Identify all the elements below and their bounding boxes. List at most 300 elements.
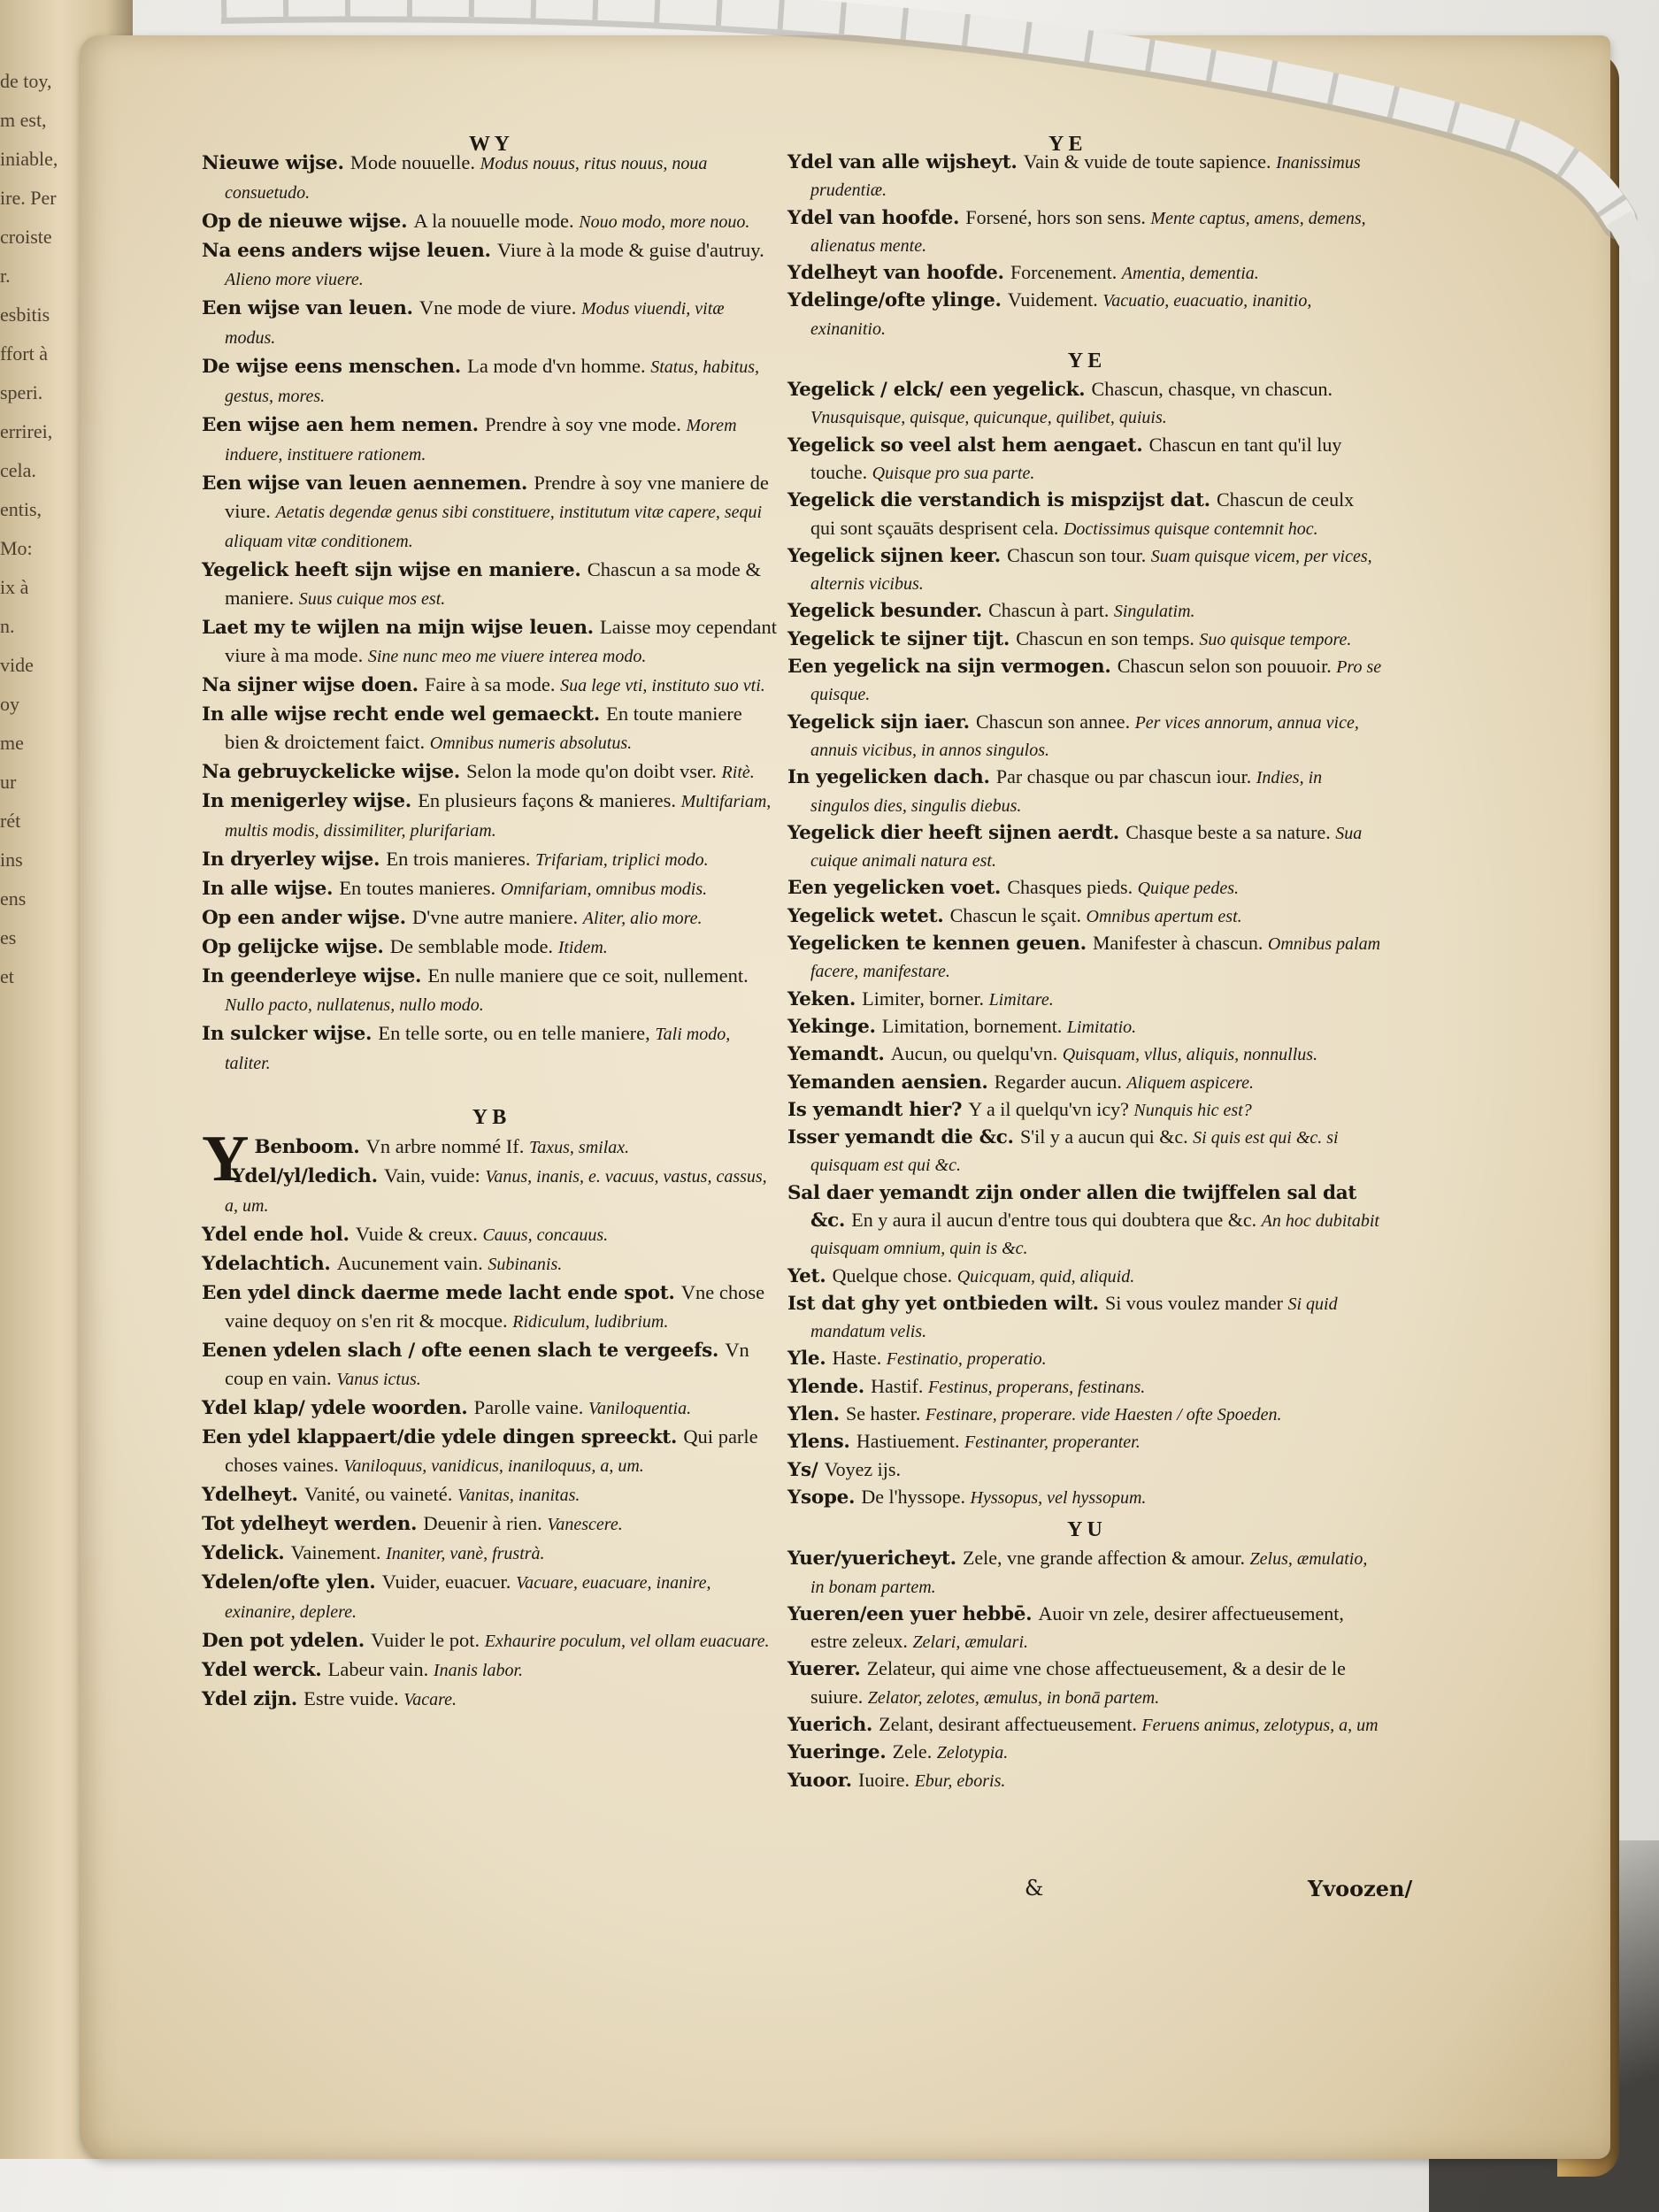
headword: Ist dat ghy yet ontbieden wilt. (787, 1292, 1105, 1315)
latin-gloss: Vanescere. (547, 1515, 623, 1534)
headword: De wijse eens menschen. (202, 356, 468, 378)
dictionary-entry (787, 204, 1382, 260)
dictionary-entry (202, 1480, 777, 1509)
dictionary-entry (202, 1279, 777, 1336)
dictionary-entry (202, 845, 777, 874)
french-gloss: Chascun, chasque, vn chascun. (1091, 378, 1333, 401)
french-gloss: Auoir vn zele, desirer affectueusement, estre zeleux. (810, 1601, 1344, 1653)
dictionary-entry (202, 1655, 777, 1685)
french-gloss: De l'hyssope. (861, 1485, 971, 1508)
french-gloss: Limitation, bornement. (881, 1014, 1067, 1037)
dictionary-entry (787, 1373, 1382, 1401)
french-gloss: Selon la mode qu'on doibt vser. (466, 760, 722, 782)
headword: Yemanden aensien. (787, 1071, 995, 1094)
latin-gloss: Aetatis degendæ genus sibi constituere, institutum vitæ capere, sequi aliquam vitæ conditionem. (225, 503, 763, 551)
headword: In sulcker wijse. (202, 1023, 379, 1045)
headword: Ylende. (787, 1375, 872, 1398)
latin-gloss: Nunquis hic est? (1133, 1100, 1252, 1120)
latin-gloss: Zelari, æmulari. (912, 1632, 1029, 1653)
dictionary-entry (787, 149, 1382, 204)
latin-gloss: Modus nouus, ritus nouus, noua consuetudo. (225, 154, 708, 203)
french-gloss: Aucun, ou quelqu'vn. (890, 1042, 1063, 1065)
facing-page-fragment: de toy, (0, 70, 52, 92)
dictionary-entry (787, 1401, 1382, 1428)
headword: Yueringe. (787, 1741, 893, 1764)
latin-gloss: Tali modo, taliter. (225, 1025, 731, 1073)
french-gloss: Viure à la mode & guise d'autruy. (496, 239, 764, 261)
french-gloss: Regarder aucun. (994, 1070, 1127, 1093)
dictionary-entry (787, 1545, 1382, 1601)
headword: Yegelick so veel alst hem aengaet. (787, 434, 1149, 457)
headword: In yegelicken dach. (787, 766, 996, 789)
latin-gloss: Indies, in singulos dies, singulis diebus. (810, 768, 1323, 816)
catchword: Yvoozen/ (1308, 1876, 1413, 1901)
latin-gloss: Festinatio, properatio. (886, 1349, 1047, 1370)
facing-page-fragment: me (0, 732, 24, 754)
latin-gloss: Per vices annorum, annua vice, annuis vicibus, in annos singulos. (810, 712, 1359, 760)
french-gloss: En toute maniere bien & droictement faict. (225, 703, 742, 753)
facing-page-fragment: es (0, 926, 17, 949)
french-gloss: Vne chose vaine dequoy on s'en rit & mocque. (225, 1281, 765, 1332)
headword: Ydel klap/ ydele woorden. (202, 1397, 474, 1419)
latin-gloss: Sua lege vti, instituto suo vti. (560, 676, 765, 695)
latin-gloss: Ebur, eboris. (914, 1770, 1006, 1791)
dictionary-entry (202, 294, 777, 352)
facing-page-fragment: ins (0, 849, 23, 871)
dictionary-entry (787, 874, 1382, 902)
latin-gloss: Sua cuique animali natura est. (810, 823, 1363, 872)
dictionary-entry (202, 671, 777, 700)
headword: Yuer/yuericheyt. (787, 1548, 963, 1571)
latin-gloss: Amentia, dementia. (1121, 264, 1259, 284)
facing-page-fragment: m est, (0, 109, 47, 131)
dictionary-entry (202, 469, 777, 556)
french-gloss: Aucunement vain. (336, 1252, 488, 1274)
dictionary-entry (787, 432, 1382, 488)
headword: Na gebruyckelicke wijse. (202, 761, 467, 783)
headword: Yueren/een yuer hebbē. (787, 1602, 1039, 1625)
latin-gloss: Quisquam, vllus, aliquis, nonnullus. (1062, 1045, 1318, 1065)
latin-gloss: Modus viuendi, vitæ modus. (225, 299, 725, 348)
headword: Een yegelick na sijn vermogen. (787, 656, 1118, 679)
dictionary-entry (202, 700, 777, 757)
headword: Ydelheyt. (202, 1484, 304, 1506)
latin-gloss: Vnusquisque, quisque, quicunque, quilibet, quiuis. (810, 408, 1167, 428)
headword: Yemandt. (787, 1043, 891, 1066)
headword: Den pot ydelen. (202, 1630, 372, 1652)
french-gloss: Voyez ijs. (824, 1457, 901, 1480)
latin-gloss: Hyssopus, vel hyssopum. (970, 1487, 1147, 1508)
french-gloss: Vuider, euacuer. (381, 1571, 517, 1593)
facing-page-fragment: vide (0, 654, 34, 676)
latin-gloss: Vacuare, euacuare, inanire, exinanire, deplere. (225, 1573, 711, 1622)
french-gloss: Vanité, ou vaineté. (303, 1483, 458, 1505)
headword: Nieuwe wijse. (202, 152, 350, 174)
signature-mark: & (1025, 1876, 1044, 1901)
french-gloss: Zelant, desirant affectueusement. (879, 1713, 1142, 1736)
latin-gloss: Nullo pacto, nullatenus, nullo modo. (225, 995, 484, 1015)
headword: Is yemandt hier? (787, 1098, 969, 1121)
latin-gloss: Festinare, properare. vide Haesten / ofte Spoeden. (925, 1405, 1282, 1425)
headword: Yegelick dier heeft sijnen aerdt. (787, 821, 1126, 844)
latin-gloss: Morem induere, instituere rationem. (225, 416, 737, 465)
french-gloss: Forcenement. (1010, 261, 1122, 284)
latin-gloss: Exhaurire poculum, vel ollam euacuare. (484, 1632, 770, 1651)
french-gloss: De semblable mode. (389, 935, 558, 957)
headword: Een yegelicken voet. (787, 877, 1008, 900)
running-head-left: W Y (469, 133, 511, 156)
headword: Ydel ende hol. (202, 1224, 356, 1246)
headword: Een wijse van leuen aennemen. (202, 472, 534, 495)
latin-gloss: Si quis est qui &c. si quisquam est qui &c. (810, 1128, 1339, 1176)
french-gloss: Chascun à part. (988, 599, 1114, 622)
latin-gloss: Multifariam, multis modis, dissimiliter, plurifariam. (225, 792, 772, 841)
latin-gloss: Singulatim. (1113, 602, 1195, 622)
headword: Yuerer. (787, 1658, 867, 1681)
headword: Op een ander wijse. (202, 907, 413, 929)
french-gloss: Chascun en son temps. (1016, 626, 1200, 649)
french-gloss: Quelque chose. (832, 1263, 957, 1286)
french-gloss: En telle sorte, ou en telle maniere, (378, 1022, 656, 1044)
running-head-right: Y E (1048, 133, 1083, 156)
dictionary-entry (787, 1655, 1382, 1711)
dictionary-entry (787, 1179, 1382, 1263)
dictionary-entry (787, 1096, 1382, 1124)
latin-gloss: Doctissimus quisque contemnit hoc. (1063, 518, 1318, 539)
latin-gloss: Zelotypia. (936, 1743, 1009, 1763)
headword: Een wijse aen hem nemen. (202, 414, 486, 436)
french-gloss: Chascun de ceulx qui sont sçauāts desprisent cela. (810, 488, 1355, 539)
latin-gloss: Omnibus numeris absolutus. (429, 733, 633, 753)
headword: Yegelick besunder. (787, 600, 989, 623)
dictionary-entry (787, 902, 1382, 930)
dictionary-entry (787, 653, 1382, 709)
latin-gloss: Inanissimus prudentiæ. (810, 153, 1361, 201)
headword: Ydelick. (202, 1542, 291, 1564)
french-gloss: Vain, vuide: (384, 1164, 486, 1187)
headword: Tot ydelheyt werden. (202, 1513, 424, 1535)
french-gloss: En nulle maniere que ce soit, nullement. (427, 964, 749, 987)
french-gloss: Limiter, borner. (862, 987, 989, 1010)
facing-page-fragment: n. (0, 615, 15, 637)
dictionary-entry (787, 1601, 1382, 1656)
dictionary-entry (787, 259, 1382, 287)
latin-gloss: Quicquam, quid, aliquid. (956, 1266, 1135, 1286)
dictionary-entry (202, 613, 777, 671)
headword: Yekinge. (787, 1015, 882, 1038)
headword: Sal daer yemandt zijn onder allen die twijffelen sal dat &c. (787, 1181, 1357, 1232)
latin-gloss: Inaniter, vanè, frustrà. (386, 1544, 545, 1563)
french-gloss: Vn coup en vain. (225, 1339, 749, 1389)
dictionary-entry (787, 1263, 1382, 1290)
dictionary-entry (787, 1428, 1382, 1455)
headword: Ydel van alle wijsheyt. (787, 151, 1024, 173)
french-gloss: La mode d'vn homme. (467, 355, 651, 377)
headword: Benboom. (254, 1136, 366, 1158)
french-gloss: Parolle vaine. (473, 1396, 588, 1418)
drop-cap: Y (202, 1123, 250, 1195)
headword: Yegelick te sijner tijt. (787, 627, 1017, 650)
headword: Yet. (787, 1264, 833, 1287)
facing-page-fragment: Mo: (0, 537, 33, 559)
latin-gloss: Vanus, inanis, e. vacuus, vastus, cassus, a, um. (225, 1167, 767, 1216)
entries-wijse (202, 149, 777, 1078)
french-gloss: Faire à sa mode. (425, 673, 561, 695)
dictionary-entry (202, 1336, 777, 1394)
dictionary-entry (202, 903, 777, 933)
french-gloss: En plusieurs façons & manieres. (418, 789, 681, 811)
facing-page-fragment: ire. Per (0, 187, 57, 209)
latin-gloss: Aliter, alio more. (582, 909, 703, 928)
dictionary-entry (787, 1484, 1382, 1511)
latin-gloss: Si quid mandatum velis. (810, 1294, 1338, 1342)
latin-gloss: Omnifariam, omnibus modis. (500, 879, 708, 899)
dictionary-entry (787, 986, 1382, 1013)
dictionary-entry (202, 1220, 777, 1249)
headword: Een wijse van leuen. (202, 297, 419, 319)
dictionary-entry (787, 1290, 1382, 1346)
french-gloss: Qui parle choses vaines. (225, 1425, 758, 1476)
dictionary-entry (787, 1013, 1382, 1041)
headword: Yegelicken te kennen geuen. (787, 933, 1093, 956)
dictionary-entry (787, 1767, 1382, 1794)
headword: Eenen ydelen slach / ofte eenen slach te vergeefs. (202, 1340, 726, 1362)
dictionary-entry (787, 376, 1382, 432)
headword: Isser yemandt die &c. (787, 1126, 1020, 1149)
headword: Yegelick die verstandich is mispzijst dat. (787, 489, 1217, 512)
french-gloss: Vain & vuide de toute sapience. (1023, 150, 1277, 173)
french-gloss: Prendre à soy vne maniere de viure. (225, 472, 769, 522)
headword: Op de nieuwe wijse. (202, 211, 414, 233)
dictionary-entry (202, 874, 777, 903)
french-gloss: Se haster. (846, 1402, 926, 1425)
facing-page-fragment: cela. (0, 459, 36, 481)
dictionary-entry (787, 1456, 1382, 1484)
headword: Ysope. (787, 1486, 862, 1509)
latin-gloss: Limitatio. (1066, 1017, 1137, 1037)
headword: Een ydel klappaert/die ydele dingen spreeckt. (202, 1426, 684, 1448)
facing-page-fragment: entis, (0, 498, 42, 520)
dictionary-entry (787, 626, 1382, 653)
french-gloss: S'il y a aucun qui &c. (1019, 1125, 1194, 1148)
dictionary-entry (787, 1711, 1382, 1739)
french-gloss: En toutes manieres. (339, 877, 501, 899)
french-gloss: Vn arbre nommé If. (365, 1135, 529, 1157)
latin-gloss: Feruens animus, zelotypus, a, um (1141, 1716, 1379, 1736)
french-gloss: Hastif. (871, 1374, 928, 1397)
facing-page-fragment: ffort à (0, 342, 48, 365)
french-gloss: A la nouuelle mode. (413, 210, 580, 232)
french-gloss: Manifester à chascun. (1092, 932, 1268, 955)
french-gloss: Chascun en tant qu'il luy touche. (810, 433, 1342, 483)
headword: In alle wijse. (202, 878, 340, 900)
facing-page-fragment: speri. (0, 381, 43, 403)
headword: In dryerley wijse. (202, 849, 387, 871)
french-gloss: Estre vuide. (303, 1687, 404, 1709)
french-gloss: Haste. (832, 1347, 887, 1370)
headword: Yeken. (787, 987, 863, 1010)
dictionary-entry (202, 1539, 777, 1568)
french-gloss: Zele, vne grande affection & amour. (962, 1547, 1250, 1570)
headword: Yegelick heeft sijn wijse en maniere. (202, 559, 588, 581)
latin-gloss: Suus cuique mos est. (298, 589, 446, 609)
latin-gloss: Vacuatio, euacuatio, inanitio, exinanitio. (810, 291, 1312, 339)
headword: Ydel/yl/ledich. (231, 1165, 384, 1187)
headword: Yle. (787, 1348, 833, 1371)
latin-gloss: Zelator, zelotes, æmulus, in bonā partem. (867, 1687, 1160, 1708)
latin-gloss: Quique pedes. (1137, 879, 1239, 899)
latin-gloss: Festinus, properans, festinans. (927, 1377, 1146, 1397)
entries-ydel (787, 149, 1382, 342)
headword: Ylens. (787, 1431, 856, 1454)
headword: In menigerley wijse. (202, 790, 419, 812)
headword: Een ydel dinck daerme mede lacht ende spot. (202, 1282, 681, 1304)
dictionary-entry (787, 287, 1382, 342)
latin-gloss: Suo quisque tempore. (1199, 629, 1352, 649)
section-heading-yu: Y U (1067, 1518, 1102, 1542)
latin-gloss: Ritè. (721, 763, 755, 782)
entries-yb (202, 1123, 777, 1714)
headword: Yegelick wetet. (787, 904, 950, 927)
facing-page-fragment: esbitis (0, 303, 50, 326)
french-gloss: Chasques pieds. (1007, 876, 1138, 899)
french-gloss: Vainement. (290, 1541, 387, 1563)
latin-gloss: Cauus, concauus. (482, 1225, 609, 1245)
headword: In alle wijse recht ende wel gemaeckt. (202, 703, 607, 726)
headword: Ylen. (787, 1403, 846, 1426)
french-gloss: Chascun son annee. (975, 710, 1135, 733)
dictionary-entry (787, 930, 1382, 986)
latin-gloss: Nouo modo, more nouo. (579, 212, 750, 232)
dictionary-entry (202, 1019, 777, 1078)
french-gloss: Deuenir à rien. (423, 1512, 548, 1534)
entries-yu (787, 1545, 1382, 1794)
headword: Ydelinge/ofte ylinge. (787, 289, 1008, 312)
latin-gloss: Zelus, æmulatio, in bonam partem. (810, 1549, 1368, 1597)
latin-gloss: Festinanter, properanter. (964, 1432, 1141, 1453)
latin-gloss: Vanitas, inanitas. (457, 1486, 580, 1505)
facing-page-fragment: ix à (0, 576, 29, 598)
latin-gloss: Taxus, smilax. (528, 1138, 630, 1157)
dictionary-entry (787, 597, 1382, 625)
dictionary-entry (202, 1162, 777, 1220)
dictionary-entry (202, 1685, 777, 1714)
french-gloss: Vuidement. (1007, 288, 1103, 311)
latin-gloss: Omnibus apertum est. (1086, 906, 1242, 926)
latin-gloss: Vaniloquus, vanidicus, inaniloquus, a, um. (343, 1456, 644, 1476)
left-column (202, 149, 777, 1714)
dictionary-entry (787, 542, 1382, 598)
entries-ye (787, 376, 1382, 1511)
french-gloss: Chasque beste a sa nature. (1125, 820, 1336, 843)
latin-gloss: Quisque pro sua parte. (872, 463, 1035, 483)
facing-page-fragment: oy (0, 693, 19, 715)
section-heading-yb: Y B (472, 1106, 507, 1129)
facing-page-fragment: ur (0, 771, 17, 793)
latin-gloss: Mente captus, amens, demens, alienatus mente. (810, 208, 1366, 256)
headword: Yuerich. (787, 1714, 879, 1737)
headword: Yuoor. (787, 1769, 859, 1792)
dictionary-entry (202, 236, 777, 294)
facing-page-fragment: rét (0, 810, 21, 832)
headword: Na eens anders wijse leuen. (202, 240, 497, 262)
latin-gloss: Aliquem aspicere. (1126, 1072, 1255, 1093)
dictionary-entry (787, 487, 1382, 542)
latin-gloss: Sine nunc meo me viuere interea modo. (367, 647, 647, 666)
dictionary-entry (202, 352, 777, 411)
headword: Yegelick / elck/ een yegelick. (787, 379, 1092, 402)
dictionary-entry (787, 1041, 1382, 1068)
latin-gloss: Subinanis. (488, 1255, 563, 1274)
facing-page-fragment: errirei, (0, 420, 53, 442)
french-gloss: En y aura il aucun d'entre tous qui doubtera que &c. (851, 1208, 1262, 1231)
latin-gloss: Itidem. (557, 938, 608, 957)
french-gloss: Laisse moy cependant viure à ma mode. (225, 616, 777, 666)
headword: Yegelick sijn iaer. (787, 710, 976, 733)
french-gloss: Zele. (892, 1740, 937, 1763)
latin-gloss: Vacare. (403, 1690, 457, 1709)
facing-page-fragment: croiste (0, 226, 52, 248)
dictionary-entry (202, 1509, 777, 1539)
dictionary-entry (202, 411, 777, 469)
latin-gloss: Vanus ictus. (336, 1370, 421, 1389)
headword: Ydelheyt van hoofde. (787, 262, 1010, 285)
dictionary-entry (202, 149, 777, 207)
french-gloss: Hastiuement. (856, 1430, 965, 1453)
french-gloss: Chascun le sçait. (949, 903, 1087, 926)
french-gloss: Vuider le pot. (371, 1629, 485, 1651)
dictionary-entry (202, 1626, 777, 1655)
dictionary-entry (787, 764, 1382, 819)
headword: Op gelijcke wijse. (202, 936, 390, 958)
headword: Ydelachtich. (202, 1253, 337, 1275)
french-gloss: Labeur vain. (327, 1658, 434, 1680)
dictionary-entry (787, 1345, 1382, 1372)
french-gloss: Zelateur, qui aime vne chose affectueusement, & a desir de le suiure. (810, 1657, 1346, 1708)
headword: In geenderleye wijse. (202, 965, 428, 987)
latin-gloss: Trifariam, triplici modo. (535, 850, 709, 870)
french-gloss: Par chasque ou par chascun iour. (995, 765, 1256, 788)
headword: Ydelen/ofte ylen. (202, 1571, 382, 1594)
latin-gloss: Status, habitus, gestus, mores. (225, 357, 760, 406)
latin-gloss: Inanis labor. (433, 1661, 524, 1680)
dictionary-entry (202, 207, 777, 236)
french-gloss: Prendre à soy vne mode. (485, 413, 687, 435)
french-gloss: En trois manieres. (386, 848, 536, 870)
dictionary-entry (787, 1739, 1382, 1766)
dictionary-entry (202, 556, 777, 613)
latin-gloss: Ridiculum, ludibrium. (512, 1312, 669, 1332)
dictionary-entry (202, 1568, 777, 1626)
headword: Yegelick sijnen keer. (787, 544, 1008, 567)
dictionary-entry (202, 757, 777, 787)
facing-page-fragment: ens (0, 887, 27, 910)
french-gloss: Si vous voulez mander (1104, 1291, 1288, 1314)
french-gloss: Chascun selon son pouuoir. (1117, 655, 1337, 678)
dictionary-entry (787, 709, 1382, 764)
headword: Ys/ (787, 1458, 825, 1481)
headword: Laet my te wijlen na mijn wijse leuen. (202, 617, 601, 639)
latin-gloss: Omnibus palam facere, manifestare. (810, 934, 1381, 982)
french-gloss: Chascun a sa mode & maniere. (225, 558, 761, 609)
dictionary-entry (202, 1423, 777, 1480)
french-gloss: Y a il quelqu'vn icy? (968, 1097, 1134, 1120)
french-gloss: D'vne autre maniere. (412, 906, 583, 928)
section-heading-ye: Y E (1067, 349, 1102, 373)
latin-gloss: Suam quisque vicem, per vices, alternis vicibus. (810, 546, 1372, 595)
french-gloss: Mode nouuelle. (349, 151, 480, 173)
latin-gloss: Limitare. (988, 989, 1054, 1010)
